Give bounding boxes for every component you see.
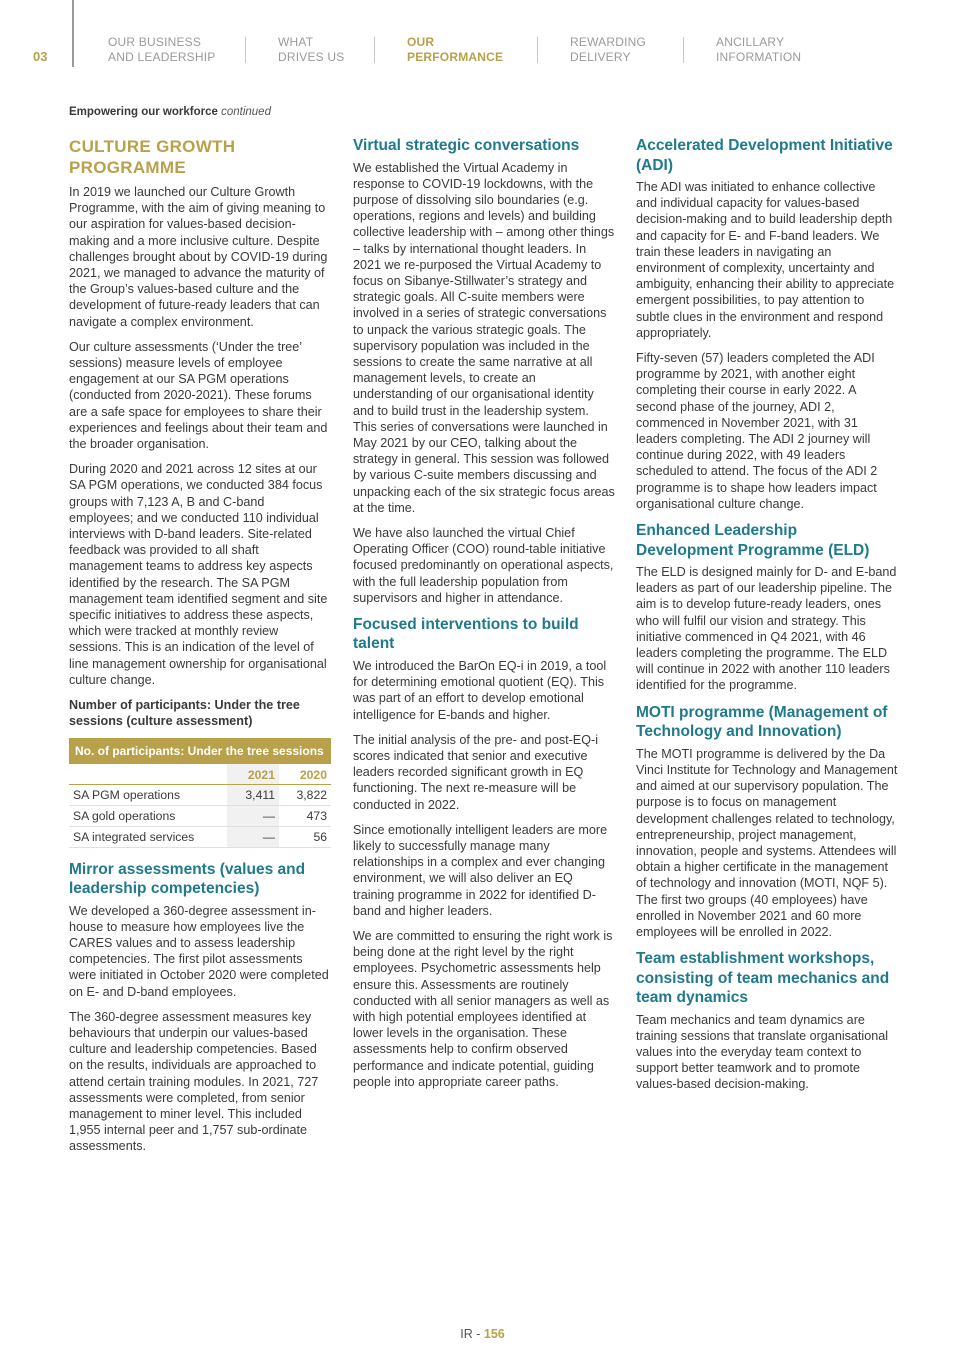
paragraph: The initial analysis of the pre- and post-EQ-i scores indicated that senior and executive leaders recorded significant growth in EQ functioning. The next re-measure will be conducted in 2022. xyxy=(353,732,598,812)
column-2 xyxy=(353,136,615,1099)
paragraph: Fifty-seven (57) leaders completed the ADI programme by 2021, with another eight completing their course in early 2022. A second phase of the journey, ADI 2, commenced in November 2021, with 31 leaders completing. The ADI 2 journey will continue during 2022, with 49 leaders scheduled to attend. The focus of the ADI 2 programme is to shape how leaders impact organisational culture change. xyxy=(636,351,878,511)
nav-what-drives-us[interactable]: WHAT DRIVES US xyxy=(278,35,345,64)
section-heading: MOTI programme (Management of Technology and Innovation) xyxy=(636,703,888,741)
breadcrumb: Empowering our workforce continued xyxy=(69,106,271,118)
adi-section xyxy=(636,136,898,512)
paragraph: The 360-degree assessment measures key behaviours that underpin our values-based culture and leadership competencies. Based on the results, individuals are approached to attend certain training modules. In 2021, 727 assessments were completed, from senior management to miner level. This included 1,955 internal peer and 1,757 sub-ordinate assessments. xyxy=(69,1009,319,1154)
paragraph: We established the Virtual Academy in response to COVID-19 lockdowns, with the purpose of dissolving silo boundaries (e.g. operations, regions and levels) and building collective leadership with – among other things – talks by international thought leaders. In 2021 we re-purposed the Virtual Academy to focus on Sibanye-Stillwater’s strategy and strategic goals. All C-suite members were involved in a series of strategic conversations to unpack the various strategic goals. The supervisory population was included in the sessions to create the same narrative at all management levels, to create an understanding of our organisational identity and to build trust in the leadership system. This series of conversations were launched in May 2021 by our CEO, talking about the strategy in general. This session was followed by various C-suite members discussing and unpacking each of the six strategic focus areas at the time. xyxy=(353,160,615,515)
section-heading: Enhanced Leadership Development Programme (ELD) xyxy=(636,522,870,559)
paragraph: We have also launched the virtual Chief Operating Officer (COO) round-table initiative focused predominantly on operational aspects, with the full leadership population from supervisors and higher in attendance. xyxy=(353,525,614,605)
paragraph: Our culture assessments (‘Under the tree’ sessions) measure levels of employee engagement at our SA PGM operations (conducted from 2020-2021). These forums are a safe space for employees to share their experiences and feelings about their team and the broader organisation. xyxy=(69,339,328,452)
virtual-conversations-section xyxy=(353,136,615,606)
header-divider xyxy=(72,0,74,67)
section-heading: Team establishment workshops, consisting of team mechanics and team dynamics xyxy=(636,950,890,1007)
paragraph: In 2019 we launched our Culture Growth Programme, with the aim of giving meaning to our aspiration for values-based decision-making and a more inclusive culture. Despite challenges brought about by COVID-19 during 2021, we managed to advance the maturity of the Group’s values-based culture and the development of future-ready leaders that can navigate a complex environment. xyxy=(69,185,328,329)
table-row: SA gold operations — 473 xyxy=(69,805,331,826)
paragraph: We are committed to ensuring the right work is being done at the right level by the right employees. Psychometric assessments help ensure this. Assessments are routinely conducted with all senior managers as well as with high potential employees identified at lower levels in the organisation. These assessments help to confirm observed performance and indicate potential, guiding people into appropriate career paths. xyxy=(353,929,613,1089)
table-row: SA PGM operations 3,411 3,822 xyxy=(69,784,331,805)
paragraph: We developed a 360-degree assessment in-house to measure how employees live the CARES values and to assess leadership competencies. The first pilot assessments were initiated in October 2020 were completed on E- and D-band employees. xyxy=(69,903,329,999)
nav-our-performance[interactable]: OUR PERFORMANCE xyxy=(407,35,504,64)
page-footer: IR - 156 xyxy=(460,1327,505,1341)
paragraph: The MOTI programme is delivered by the Da Vinci Institute for Technology and Management and aimed at our supervisory population. The purpose is to focus on management development challenges related to technology, entrepreneurship, project management, innovation, people and systems. Attendees will obtain a higher certificate in the management of technology and innovation (MOTI, NQF 5). The first two groups (40 employees) have enrolled in November 2021 and 60 more employees will be enrolled in 2022. xyxy=(636,746,898,939)
paragraph: The ADI was initiated to enhance collective and individual capacity for values-based decision-making and to build leadership depth and capacity for E- and F-band leaders. We train these leaders in navigating an environment of complexity, uncertainty and ambiguity, enhancing their ability to appreciate emergent possibilities, to pay attention to subtle clues in the environment and respond appropriately. xyxy=(636,180,895,340)
year-header-2021: 2021 xyxy=(227,764,279,785)
focused-interventions-section xyxy=(353,615,615,1090)
page-number: 156 xyxy=(483,1327,505,1341)
paragraph: The ELD is designed mainly for D- and E-band leaders as part of our leadership pipeline. The aim is to develop future-ready leaders, ones who will fulfil our vision and strategy. This initiative commenced in Q4 2021, with 46 leaders completing the programme. The ELD will continue in 2022 with another 110 leaders identified for the programme. xyxy=(636,565,897,693)
section-heading: Focused interventions to build talent xyxy=(353,615,579,653)
moti-section xyxy=(636,703,898,940)
table-caption: Number of participants: Under the tree sessions (culture assessment) xyxy=(69,698,300,729)
column-1 xyxy=(69,136,331,1164)
nav-separator xyxy=(683,37,684,63)
nav-separator xyxy=(245,37,246,63)
nav-separator xyxy=(537,37,538,63)
mirror-assessments-heading: Mirror assessments (values and leadership competencies) xyxy=(69,860,306,897)
culture-growth-title: CULTURE GROWTH PROGRAMME xyxy=(69,137,236,177)
paragraph: We introduced the BarOn EQ-i in 2019, a tool for determining emotional quotient (EQ). This was part of an effort to develop emotional intelligence for E-bands and higher. xyxy=(353,658,607,722)
column-3 xyxy=(636,136,898,1102)
nav-separator xyxy=(374,37,375,63)
section-number: 03 xyxy=(33,49,48,64)
paragraph: Team mechanics and team dynamics are training sessions that translate organisational values into the everyday team context to support better teamwork and to promote values-based decision-making. xyxy=(636,1012,889,1092)
nav-ancillary-information[interactable]: ANCILLARY INFORMATION xyxy=(716,35,802,64)
nav-our-business[interactable]: OUR BUSINESS AND LEADERSHIP xyxy=(108,35,216,64)
eld-section xyxy=(636,521,898,694)
paragraph: Since emotionally intelligent leaders are more likely to successfully manage many relationships in a complex and ever changing environment, we will also deliver an EQ training programme in 2022 for identified D-band and higher leaders. xyxy=(353,822,608,918)
table-title: No. of participants: Under the tree sessions xyxy=(69,738,331,764)
nav-rewarding-delivery[interactable]: REWARDING DELIVERY xyxy=(570,35,647,64)
table-row: SA integrated services — 56 xyxy=(69,826,331,847)
page-header xyxy=(0,0,965,80)
section-heading: Accelerated Development Initiative (ADI) xyxy=(636,137,893,174)
paragraph: During 2020 and 2021 across 12 sites at our SA PGM operations, we conducted 384 focus groups with 7,123 A, B and C-band employees; and we conducted 110 individual interviews with D-band leaders. Site-related feedback was provided to all shaft management teams to address key aspects identified by the research. The SA PGM management team identified segment and site specific initiatives to address these aspects, which were tracked at monthly review sessions. This is an indication of the level of line management ownership for organisational culture change. xyxy=(69,462,328,687)
year-header-2020: 2020 xyxy=(279,764,331,785)
participants-table xyxy=(69,738,331,848)
team-workshops-section xyxy=(636,949,898,1093)
section-heading: Virtual strategic conversations xyxy=(353,137,580,154)
